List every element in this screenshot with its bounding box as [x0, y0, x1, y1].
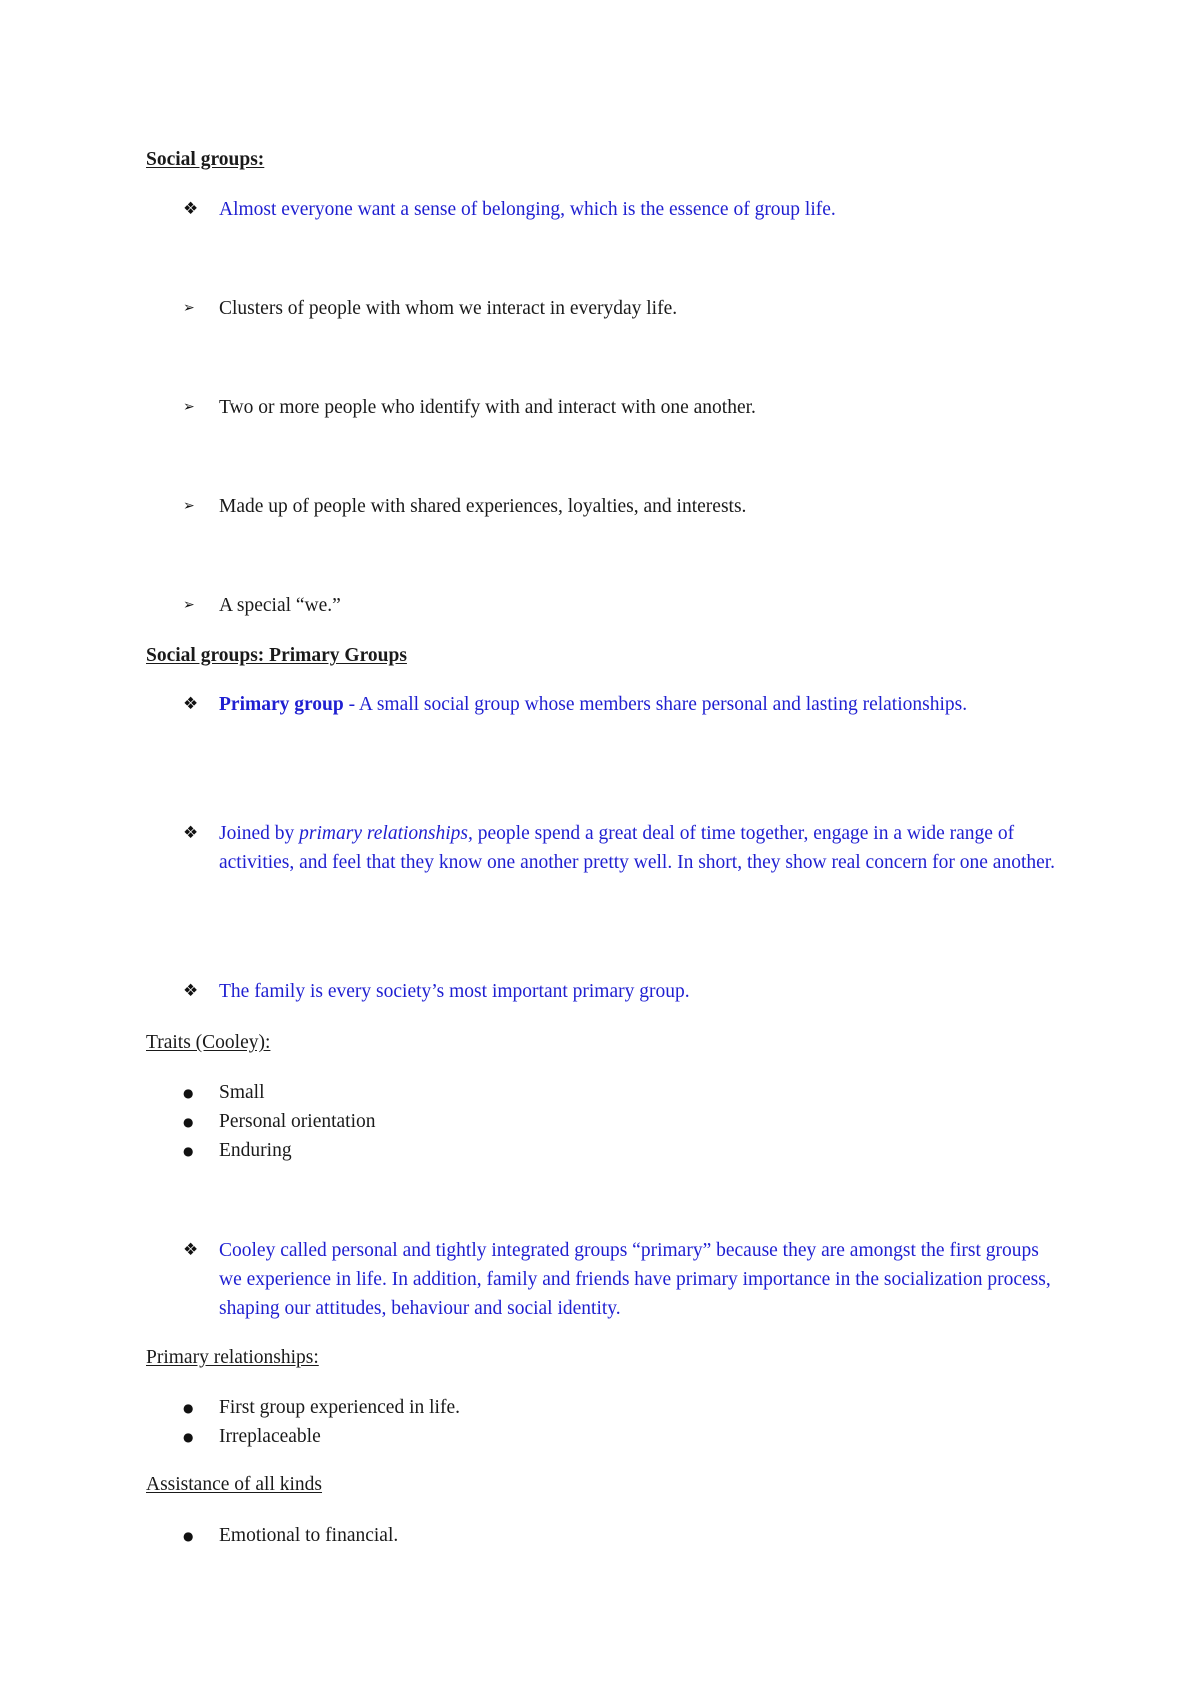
- list-item-text: Cooley called personal and tightly integrated groups “primary” because they are amongst the first groups we experience in life. In addition, family and friends have primary importance in the socialization process, shaping our attitudes, behaviour and social identity.: [219, 1240, 1051, 1319]
- arrow-bullet-icon: ➢: [183, 399, 195, 415]
- diamond-bullet-icon: ❖: [183, 823, 199, 843]
- list-item-text: Almost everyone want a sense of belonging, which is the essence of group life.: [219, 199, 836, 220]
- arrow-bullet-icon: ➢: [183, 300, 195, 316]
- arrow-bullet-icon: ➢: [183, 498, 195, 514]
- list-item-text: Two or more people who identify with and interact with one another.: [219, 397, 756, 418]
- list-item-text: Clusters of people with whom we interact in everyday life.: [219, 298, 678, 319]
- list-item-text: Enduring: [219, 1140, 292, 1161]
- dot-bullet-icon: ●: [183, 1430, 194, 1444]
- subheading-primary-relationships: Primary relationships:: [146, 1347, 319, 1368]
- term-primary-group: Primary group: [219, 694, 344, 715]
- body-text: people spend a great deal of time together, engage in a wide range of activities, and feel that they know one another pretty well. In short, they show real concern for one another.: [219, 823, 1056, 873]
- section-heading-social-groups: Social groups:: [146, 149, 265, 170]
- list-item-text: Emotional to financial.: [219, 1525, 399, 1546]
- list-item-text: Irreplaceable: [219, 1426, 321, 1447]
- dot-bullet-icon: ●: [183, 1529, 194, 1543]
- diamond-bullet-icon: ❖: [183, 981, 199, 1001]
- definition-text: - A small social group whose members share personal and lasting relationships.: [343, 694, 968, 715]
- dot-bullet-icon: ●: [183, 1086, 194, 1100]
- list-item-text: [219, 690, 1059, 719]
- subheading-traits: Traits (Cooley):: [146, 1032, 271, 1053]
- arrow-bullet-icon: ➢: [183, 597, 195, 613]
- section-heading-primary-groups: Social groups: Primary Groups: [146, 645, 407, 666]
- list-item-text: First group experienced in life.: [219, 1397, 460, 1418]
- diamond-bullet-icon: ❖: [183, 694, 199, 714]
- diamond-bullet-icon: ❖: [183, 199, 199, 219]
- term-primary-relationships: primary relationships,: [299, 823, 473, 844]
- list-item-text: Small: [219, 1082, 265, 1103]
- diamond-bullet-icon: ❖: [183, 1240, 199, 1260]
- dot-bullet-icon: ●: [183, 1115, 194, 1129]
- dot-bullet-icon: ●: [183, 1144, 194, 1158]
- list-item-text: Made up of people with shared experiences, loyalties, and interests.: [219, 496, 747, 517]
- list-item-text: The family is every society’s most important primary group.: [219, 981, 690, 1002]
- lead-text: Joined by: [219, 823, 300, 844]
- list-item-text: A special “we.”: [219, 595, 341, 616]
- subheading-assistance: Assistance of all kinds: [146, 1474, 323, 1495]
- list-item-text: [219, 819, 1059, 877]
- dot-bullet-icon: ●: [183, 1401, 194, 1415]
- list-item-text: Personal orientation: [219, 1111, 376, 1132]
